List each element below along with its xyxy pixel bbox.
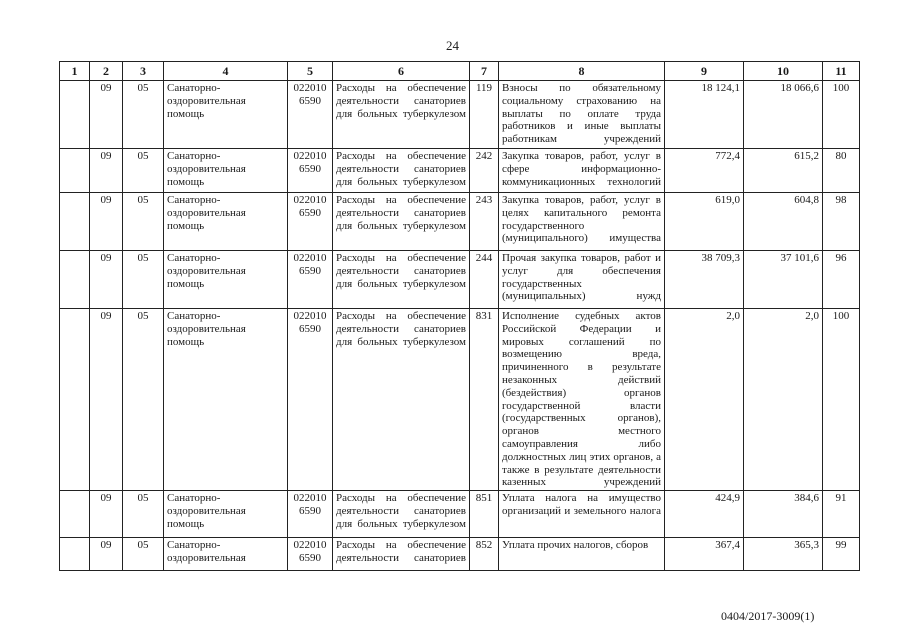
cell-actual: 37 101,6: [744, 251, 823, 309]
cell-name: Санаторно-оздоровительная помощь: [164, 491, 288, 538]
cell-subsection: 05: [123, 309, 164, 491]
cell-actual: 384,6: [744, 491, 823, 538]
cell-expense-type: 244: [470, 251, 499, 309]
header-row: [60, 62, 860, 81]
cell-actual: 365,3: [744, 538, 823, 571]
cell-number: [60, 193, 90, 251]
table-row: [60, 193, 860, 251]
cell-actual: 2,0: [744, 309, 823, 491]
cell-percent: 91: [823, 491, 860, 538]
cell-expense-type: 243: [470, 193, 499, 251]
cell-percent: 80: [823, 149, 860, 193]
cell-target-code: 022010 6590: [288, 309, 333, 491]
cell-target-code: 022010 6590: [288, 149, 333, 193]
col-header: 7: [470, 62, 499, 81]
cell-expense-name: Уплата прочих налогов, сборов: [499, 538, 665, 571]
page-number: 24: [446, 38, 459, 53]
cell-section: 09: [90, 538, 123, 571]
col-header: 9: [665, 62, 744, 81]
cell-number: [60, 149, 90, 193]
cell-name: Санаторно-оздоровительная помощь: [164, 251, 288, 309]
cell-planned: 772,4: [665, 149, 744, 193]
cell-actual: 604,8: [744, 193, 823, 251]
cell-name: Санаторно-оздоровительная помощь: [164, 149, 288, 193]
cell-target-name: Расходы на обеспечение деятельности санаториев для больных туберкулезом: [333, 193, 470, 251]
col-header: 10: [744, 62, 823, 81]
cell-expense-name: Закупка товаров, работ, услуг в сфере информационно-коммуникационных технологий: [499, 149, 665, 193]
cell-section: 09: [90, 251, 123, 309]
col-header: 1: [60, 62, 90, 81]
cell-expense-type: 242: [470, 149, 499, 193]
cell-name: Санаторно-оздоровительная: [164, 538, 288, 571]
budget-table: [59, 61, 860, 571]
cell-target-code: 022010 6590: [288, 81, 333, 149]
cell-target-name: Расходы на обеспечение деятельности санаториев для больных туберкулезом: [333, 491, 470, 538]
cell-name: Санаторно-оздоровительная помощь: [164, 193, 288, 251]
cell-target-name: Расходы на обеспечение деятельности санаториев для больных туберкулезом: [333, 309, 470, 491]
cell-expense-name: Взносы по обязательному социальному страхованию на выплаты по оплате труда работников и иные выплаты работникам учреждений: [499, 81, 665, 149]
cell-name: Санаторно-оздоровительная помощь: [164, 81, 288, 149]
cell-subsection: 05: [123, 81, 164, 149]
cell-subsection: 05: [123, 538, 164, 571]
cell-section: 09: [90, 491, 123, 538]
cell-planned: 38 709,3: [665, 251, 744, 309]
cell-expense-type: 852: [470, 538, 499, 571]
cell-section: 09: [90, 149, 123, 193]
table-row: [60, 251, 860, 309]
col-header: 11: [823, 62, 860, 81]
cell-expense-name: Уплата налога на имущество организаций и земельного налога: [499, 491, 665, 538]
table-row: [60, 491, 860, 538]
cell-number: [60, 251, 90, 309]
cell-subsection: 05: [123, 149, 164, 193]
cell-target-name: Расходы на обеспечение деятельности санаториев: [333, 538, 470, 571]
cell-expense-type: 831: [470, 309, 499, 491]
cell-planned: 2,0: [665, 309, 744, 491]
cell-number: [60, 538, 90, 571]
cell-subsection: 05: [123, 251, 164, 309]
cell-section: 09: [90, 309, 123, 491]
cell-section: 09: [90, 81, 123, 149]
cell-planned: 619,0: [665, 193, 744, 251]
cell-expense-name: Исполнение судебных актов Российской Федерации и мировых соглашений по возмещению вреда, причиненного в результате незаконных действий (бездействия) органов государственной власти (государственных органов), органов местного самоуправления либо должностных лиц этих органов, а также в результате деятельности казенных учреждений: [499, 309, 665, 491]
cell-percent: 98: [823, 193, 860, 251]
cell-section: 09: [90, 193, 123, 251]
cell-number: [60, 81, 90, 149]
cell-subsection: 05: [123, 491, 164, 538]
cell-planned: 367,4: [665, 538, 744, 571]
cell-actual: 18 066,6: [744, 81, 823, 149]
cell-number: [60, 309, 90, 491]
cell-target-name: Расходы на обеспечение деятельности санаториев для больных туберкулезом: [333, 81, 470, 149]
table-row: [60, 149, 860, 193]
cell-expense-name: Закупка товаров, работ, услуг в целях капитального ремонта государственного (муниципального) имущества: [499, 193, 665, 251]
cell-expense-name: Прочая закупка товаров, работ и услуг для обеспечения государственных (муниципальных) нужд: [499, 251, 665, 309]
cell-target-code: 022010 6590: [288, 193, 333, 251]
col-header: 5: [288, 62, 333, 81]
cell-expense-type: 119: [470, 81, 499, 149]
cell-percent: 96: [823, 251, 860, 309]
document-code: 0404/2017-3009(1): [721, 609, 815, 623]
cell-target-name: Расходы на обеспечение деятельности санаториев для больных туберкулезом: [333, 149, 470, 193]
cell-target-code: 022010 6590: [288, 491, 333, 538]
table-row: [60, 538, 860, 571]
table-row: [60, 309, 860, 491]
cell-percent: 100: [823, 309, 860, 491]
cell-target-name: Расходы на обеспечение деятельности санаториев для больных туберкулезом: [333, 251, 470, 309]
cell-number: [60, 491, 90, 538]
table-row: [60, 81, 860, 149]
cell-percent: 99: [823, 538, 860, 571]
cell-planned: 18 124,1: [665, 81, 744, 149]
cell-actual: 615,2: [744, 149, 823, 193]
col-header: 4: [164, 62, 288, 81]
cell-percent: 100: [823, 81, 860, 149]
col-header: 3: [123, 62, 164, 81]
cell-target-code: 022010 6590: [288, 251, 333, 309]
col-header: 6: [333, 62, 470, 81]
cell-name: Санаторно-оздоровительная помощь: [164, 309, 288, 491]
cell-expense-type: 851: [470, 491, 499, 538]
col-header: 8: [499, 62, 665, 81]
cell-target-code: 022010 6590: [288, 538, 333, 571]
cell-planned: 424,9: [665, 491, 744, 538]
col-header: 2: [90, 62, 123, 81]
cell-subsection: 05: [123, 193, 164, 251]
